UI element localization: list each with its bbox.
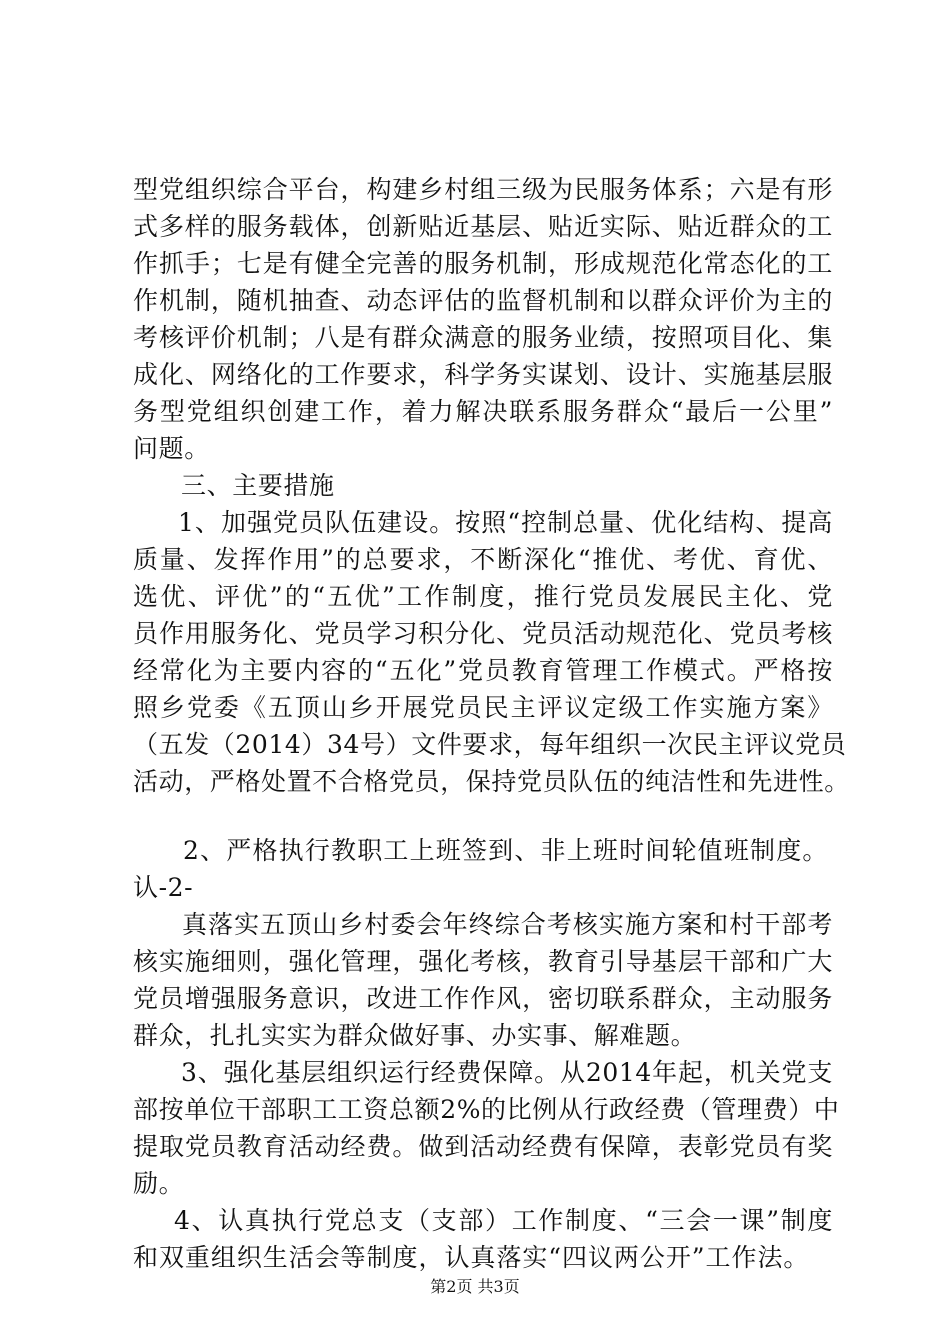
text-line: 务型党组织创建工作，着力解决联系服务群众“最后一公里” [133, 397, 833, 426]
text-line: 认-2- [133, 873, 194, 902]
text-line: 型党组织综合平台，构建乡村组三级为民服务体系；六是有形 [133, 175, 833, 204]
text-line: 照乡党委《五顶山乡开展党员民主评议定级工作实施方案》 [133, 693, 833, 722]
text-line: 2、严格执行教职工上班签到、非上班时间轮值班制度。 [183, 836, 828, 865]
section-heading: 三、主要措施 [181, 471, 335, 500]
text-line: 3、强化基层组织运行经费保障。从2014年起，机关党支 [181, 1058, 833, 1087]
text-line: 励。 [133, 1169, 185, 1198]
text-line: 群众，扎扎实实为群众做好事、办实事、解难题。 [133, 1021, 697, 1050]
text-line: （五发（2014）34号）文件要求，每年组织一次民主评议党员 [133, 730, 847, 759]
text-line: 质量、发挥作用”的总要求，不断深化“推优、考优、育优、 [133, 545, 833, 574]
text-line: 问题。 [133, 434, 210, 463]
text-line: 成化、网络化的工作要求，科学务实谋划、设计、实施基层服 [133, 360, 833, 389]
text-line: 考核评价机制；八是有群众满意的服务业绩，按照项目化、集 [133, 323, 833, 352]
text-line: 经常化为主要内容的“五化”党员教育管理工作模式。严格按 [133, 656, 833, 685]
page-number-footer: 第2页 共3页 [430, 1277, 520, 1296]
text-line: 真落实五顶山乡村委会年终综合考核实施方案和村干部考 [182, 910, 833, 939]
text-line: 员作用服务化、党员学习积分化、党员活动规范化、党员考核 [133, 619, 833, 648]
text-line: 核实施细则，强化管理，强化考核，教育引导基层干部和广大 [133, 947, 833, 976]
text-line: 4、认真执行党总支（支部）工作制度、“三会一课”制度 [174, 1206, 833, 1235]
text-line: 和双重组织生活会等制度，认真落实“四议两公开”工作法。 [133, 1243, 809, 1272]
text-line: 作机制，随机抽查、动态评估的监督机制和以群众评价为主的 [133, 286, 833, 315]
text-line: 活动，严格处置不合格党员，保持党员队伍的纯洁性和先进性。 [133, 767, 850, 796]
text-line: 选优、评优”的“五优”工作制度，推行党员发展民主化、党 [133, 582, 833, 611]
text-line: 作抓手；七是有健全完善的服务机制，形成规范化常态化的工 [133, 249, 833, 278]
text-line: 式多样的服务载体，创新贴近基层、贴近实际、贴近群众的工 [133, 212, 833, 241]
text-line: 1、加强党员队伍建设。按照“控制总量、优化结构、提高 [178, 508, 833, 537]
text-line: 党员增强服务意识，改进工作作风，密切联系群众，主动服务 [133, 984, 833, 1013]
text-line: 提取党员教育活动经费。做到活动经费有保障，表彰党员有奖 [133, 1132, 833, 1161]
text-line: 部按单位干部职工工资总额2%的比例从行政经费（管理费）中 [133, 1095, 840, 1124]
